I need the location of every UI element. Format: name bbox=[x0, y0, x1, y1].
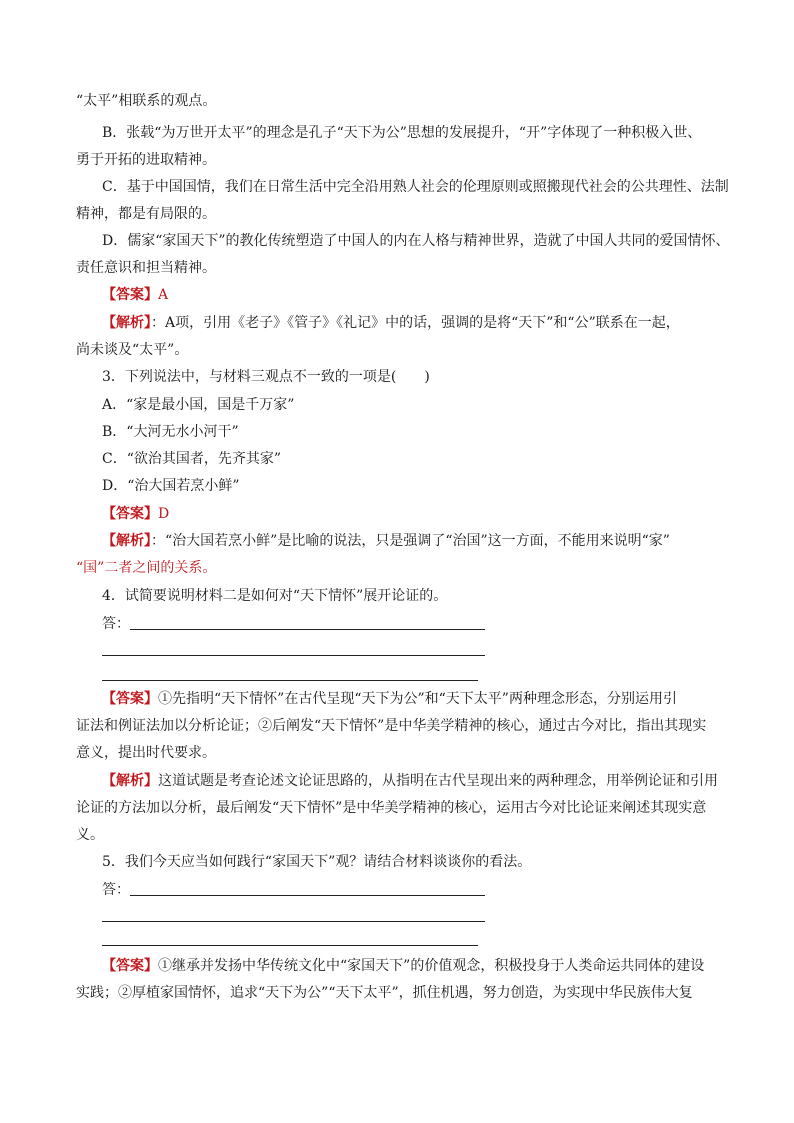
q5-answer-blank-1[interactable] bbox=[130, 895, 485, 896]
q4-answer-blank-3[interactable] bbox=[102, 680, 478, 681]
answer-text: ①继承并发扬中华传统文化中“家国天下”的价值观念，积极投身于人类命运共同体的建设 bbox=[158, 958, 705, 974]
answer-tag: 【答案】 bbox=[102, 506, 158, 522]
q4-analysis-line2: 论证的方法加以分析，最后阐发“天下情怀”是中华美学精神的核心，运用古今对比论证来阐述其现实意 bbox=[76, 800, 707, 816]
q3-option-c: C．“欲治其国者，先齐其家” bbox=[102, 451, 282, 467]
q4-answer-line3: 意义，提出时代要求。 bbox=[76, 745, 216, 761]
q2-option-c-line2: 精神，都是有局限的。 bbox=[76, 206, 216, 222]
q2-stem-continuation: “太平”相联系的观点。 bbox=[76, 93, 217, 109]
q4-answer-line1 bbox=[102, 689, 677, 709]
analysis-tag: 【解析】 bbox=[102, 315, 151, 331]
answer-tag: 【答案】 bbox=[102, 287, 158, 303]
answer-tag: 【答案】 bbox=[102, 958, 158, 974]
q2-option-d-line1: D．儒家“家国天下”的教化传统塑造了中国人的内在人格与精神世界，造就了中国人共同的爱国情怀、 bbox=[102, 233, 730, 249]
q4-analysis-line1 bbox=[102, 771, 718, 791]
q5-answer-blank-3[interactable] bbox=[102, 945, 478, 946]
analysis-tag: 【解析】 bbox=[102, 773, 158, 789]
answer-value: D bbox=[158, 506, 170, 522]
answer-tag: 【答案】 bbox=[102, 691, 158, 707]
q2-analysis-line2: 尚未谈及“太平”。 bbox=[76, 342, 189, 358]
q5-answer-line2: 实践；②厚植家国情怀，追求“天下为公”“天下太平”，抓住机遇，努力创造，为实现中华民族伟大复 bbox=[76, 985, 693, 1001]
q4-answer-label: 答： bbox=[102, 616, 130, 632]
q2-analysis-line1 bbox=[102, 313, 680, 333]
answer-text: ①先指明“天下情怀”在古代呈现“天下为公”和“天下太平”两种理念形态，分别运用引 bbox=[158, 691, 677, 707]
q4-answer-blank-1[interactable] bbox=[130, 629, 485, 630]
analysis-text: 这道试题是考查论述文论证思路的，从指明在古代呈现出来的两种理念，用举例论证和引用 bbox=[158, 773, 718, 789]
q3-option-d: D．“治大国若烹小鲜” bbox=[102, 478, 240, 494]
q2-option-b-line2: 勇于开拓的进取精神。 bbox=[76, 152, 216, 168]
analysis-text: ：A项，引用《老子》《管子》《礼记》中的话，强调的是将“天下”和“公”联系在一起， bbox=[151, 315, 680, 331]
q2-answer bbox=[102, 285, 168, 305]
q4-stem: 4．试简要说明材料二是如何对“天下情怀”展开论证的。 bbox=[102, 588, 448, 604]
q5-stem: 5．我们今天应当如何践行“家国天下”观？请结合材料谈谈你的看法。 bbox=[102, 854, 532, 870]
q5-answer-blank-2[interactable] bbox=[102, 921, 485, 922]
q5-answer-line1 bbox=[102, 956, 704, 976]
q4-analysis-line3: 义。 bbox=[76, 827, 104, 843]
q5-answer-label: 答： bbox=[102, 882, 130, 898]
q3-stem: 3．下列说法中，与材料三观点不一致的一项是( ) bbox=[102, 369, 430, 385]
q3-answer bbox=[102, 504, 169, 524]
q3-analysis-line2: “国”二者之间的关系。 bbox=[76, 560, 217, 576]
q4-answer-line2: 证法和例证法加以分析论证；②后阐发“天下情怀”是中华美学精神的核心，通过古今对比，指出其现实 bbox=[76, 718, 707, 734]
q2-option-b-line1: B．张载“为万世开太平”的理念是孔子“天下为公”思想的发展提升，“开”字体现了一种积极入世、 bbox=[102, 125, 702, 141]
q3-option-b: B．“大河无水小河干” bbox=[102, 424, 239, 440]
q4-answer-blank-2[interactable] bbox=[102, 655, 485, 656]
analysis-text: ：“治大国若烹小鲜”是比喻的说法，只是强调了“治国”这一方面，不能用来说明“家” bbox=[151, 533, 670, 549]
q2-option-d-line2: 责任意识和担当精神。 bbox=[76, 260, 216, 276]
q3-option-a: A．“家是最小国，国是千万家” bbox=[102, 397, 295, 413]
q3-analysis-line1 bbox=[102, 531, 670, 551]
analysis-tag: 【解析】 bbox=[102, 533, 151, 549]
answer-value: A bbox=[158, 287, 169, 303]
q2-option-c-line1: C．基于中国国情，我们在日常生活中完全沿用熟人社会的伦理原则或照搬现代社会的公共理性、法制 bbox=[102, 179, 729, 195]
